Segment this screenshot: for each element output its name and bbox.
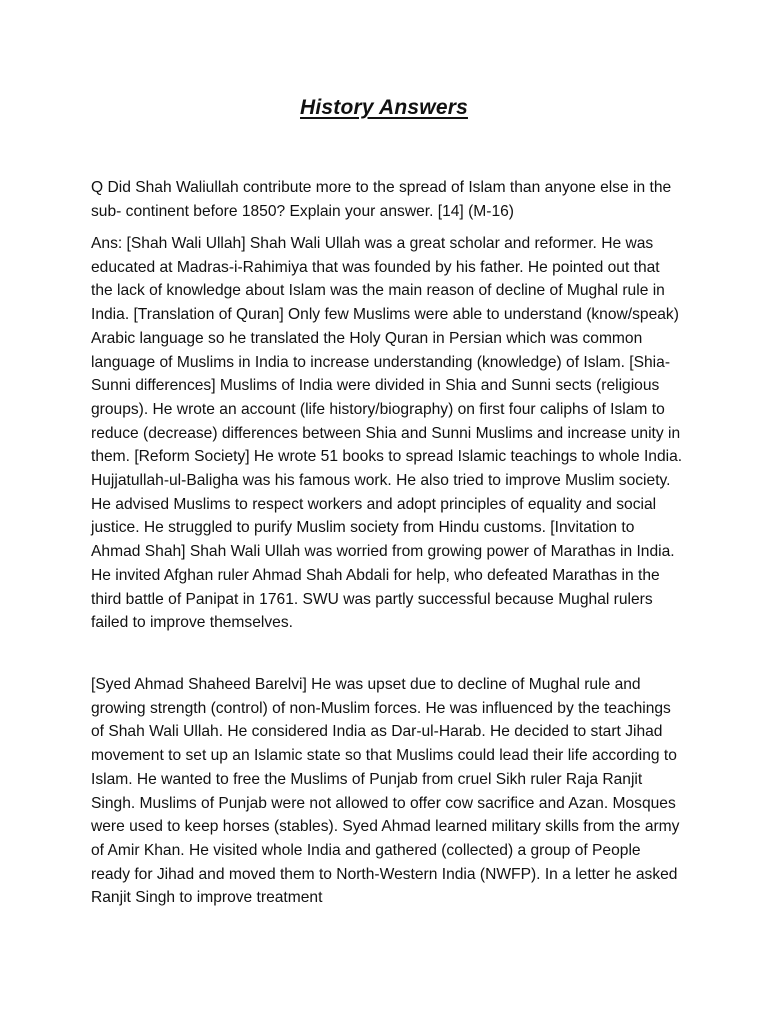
page-title: History Answers [300,96,468,119]
question-paragraph: Q Did Shah Waliullah contribute more to the spread of Islam than anyone else in the sub- continent before 1850? Explain your answer. [14] (M-16) [91,179,672,220]
answer-paragraph-continued: [Syed Ahmad Shaheed Barelvi] He was upset due to decline of Mughal rule and growing strength (control) of non-Muslim forces. He was influenced by the teachings of Shah Wali Ullah. He considered India as Dar-ul-Harab. He decided to start Jihad movement to set up an Islamic state so that Muslims could lead their life according to Islam. He wanted to free the Muslims of Punjab from cruel Sikh ruler Raja Ranjit Singh. Muslims of Punjab were not allowed to offer cow sacrifice and Azan. Mosques were used to keep horses (stables). Syed Ahmad learned military skills from the army of Amir Khan. He visited whole India and gathered (collected) a group of People ready for Jihad and moved them to North-Western India (NWFP). In a letter he asked Ranjit Singh to improve treatment [91,676,680,907]
answer-paragraph: Ans: [Shah Wali Ullah] Shah Wali Ullah was a great scholar and reformer. He was educated at Madras-i-Rahimiya that was founded by his father. He pointed out that the lack of knowledge about Islam was the main reason of decline of Mughal rule in India. [Translation of Quran] Only few Muslims were able to understand (know/speak) Arabic language so he translated the Holy Quran in Persian which was common language of Muslims in India to increase understanding (knowledge) of Islam. [Shia-Sunni differences] Muslims of India were divided in Shia and Sunni sects (religious groups). He wrote an account (life history/biography) on first four caliphs of Islam to reduce (decrease) differences between Shia and Sunni Muslims and increase unity in them. [Reform Society] He wrote 51 books to spread Islamic teachings to whole India. Hujjatullah-ul-Baligha was his famous work. He also tried to improve Muslim society. He advised Muslims to respect workers and adopt principles of equality and social justice. He struggled to purify Muslim society from Hindu customs. [Invitation to Ahmad Shah] Shah Wali Ullah was worried from growing power of Marathas in India. He invited Afghan ruler Ahmad Shah Abdali for help, who defeated Marathas in the third battle of Panipat in 1761. SWU was partly successful because Mughal rulers failed to improve themselves. [91,235,683,632]
